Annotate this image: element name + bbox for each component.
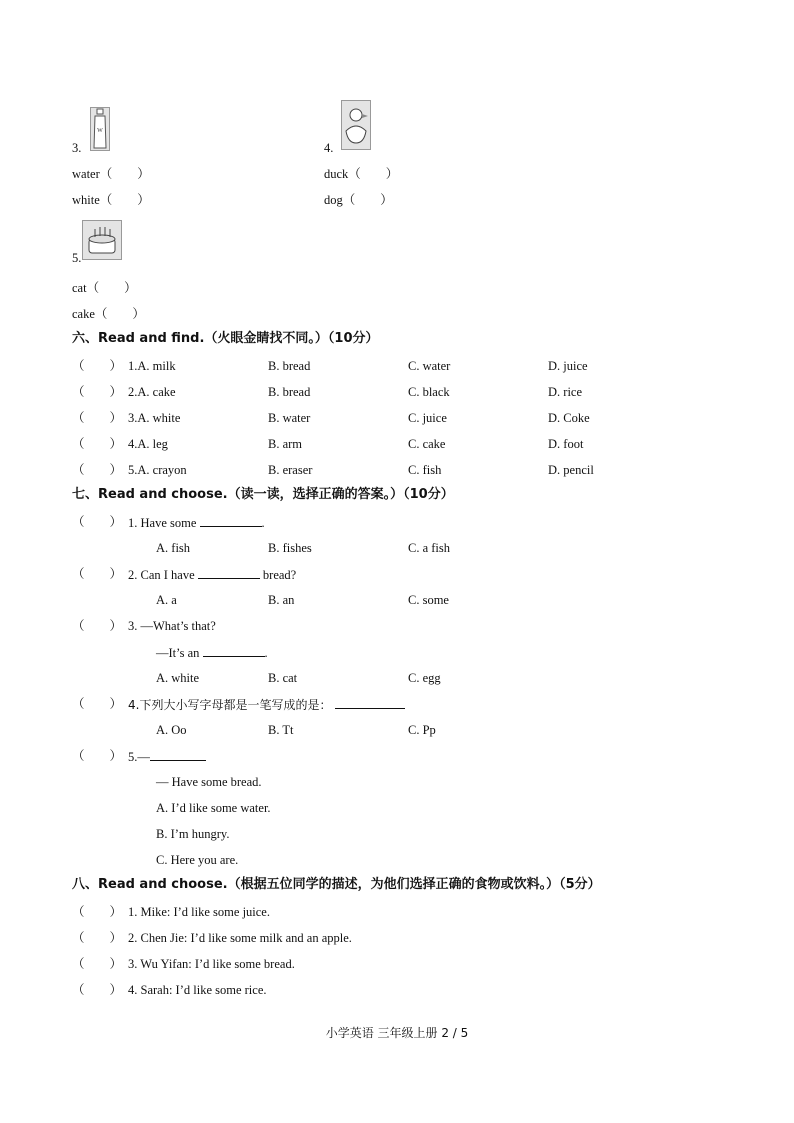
option-a: A. white: [156, 671, 200, 685]
question-text: 1.A. milk: [128, 359, 176, 373]
option-c: C. Here you are.: [156, 853, 239, 867]
section-7-title: 七、Read and choose.（读一读，选择正确的答案。）（10分）: [72, 487, 454, 502]
option-b: B. water: [268, 411, 311, 425]
answer-blank[interactable]: [203, 644, 265, 657]
answer-paren: （ ）: [72, 385, 123, 399]
answer-blank[interactable]: [198, 566, 260, 579]
cake-picture: [82, 220, 122, 260]
answer-paren: （ ）: [72, 359, 123, 373]
question-text: 5.A. crayon: [128, 463, 187, 477]
question-text: 2. Can I have: [128, 568, 195, 582]
option-b: B. bread: [268, 359, 311, 373]
option-cake: cake（ ）: [72, 307, 145, 321]
option-b: B. eraser: [268, 463, 313, 477]
answer-paren: （ ）: [72, 697, 123, 711]
answer-paren: （ ）: [72, 619, 123, 633]
option-white: white（ ）: [72, 193, 150, 207]
question-3-reply: [156, 644, 268, 661]
option-c: C. fish: [408, 463, 442, 477]
question-1: [128, 514, 265, 531]
option-d: D. rice: [548, 385, 583, 399]
svg-text:W: W: [97, 128, 103, 134]
answer-blank[interactable]: [200, 514, 262, 527]
answer-blank[interactable]: [150, 748, 206, 761]
duck-picture: [341, 100, 371, 150]
answer-paren: （ ）: [72, 567, 123, 581]
question-end: .: [261, 516, 265, 530]
option-b: B. Tt: [268, 723, 294, 737]
answer-blank[interactable]: [335, 696, 405, 709]
question-text: — Have some bread.: [156, 775, 262, 789]
answer-paren: （ ）: [72, 983, 123, 997]
question-text: 2.A. cake: [128, 385, 176, 399]
option-c: C. some: [408, 593, 449, 607]
question-text: 4.下列大小写字母都是一笔写成的是：: [128, 698, 332, 712]
question-text: 4.A. leg: [128, 437, 168, 451]
statement: 4. Sarah: I’d like some rice.: [128, 983, 267, 997]
question-5: [128, 748, 206, 765]
question-4: [128, 696, 405, 713]
answer-paren: （ ）: [72, 463, 123, 477]
option-b: B. arm: [268, 437, 303, 451]
option-b: B. cat: [268, 671, 298, 685]
question-end: .: [264, 646, 268, 660]
section-8-title: 八、Read and choose.（根据五位同学的描述，为他们选择正确的食物或饮料。）（5分）: [72, 877, 601, 892]
answer-paren: （ ）: [72, 515, 123, 529]
option-d: D. juice: [548, 359, 588, 373]
option-c: C. Pp: [408, 723, 436, 737]
answer-paren: （ ）: [72, 749, 123, 763]
option-c: C. egg: [408, 671, 441, 685]
statement: 1. Mike: I’d like some juice.: [128, 905, 270, 919]
option-a: A. I’d like some water.: [156, 801, 271, 815]
water-bottle-picture: [90, 107, 110, 151]
statement: 2. Chen Jie: I’d like some milk and an apple.: [128, 931, 352, 945]
option-c: C. juice: [408, 411, 447, 425]
answer-paren: （ ）: [72, 411, 123, 425]
option-duck: duck（ ）: [324, 167, 399, 181]
option-c: C. black: [408, 385, 450, 399]
option-d: D. foot: [548, 437, 584, 451]
option-a: A. a: [156, 593, 177, 607]
option-dog: dog（ ）: [324, 193, 393, 207]
option-c: C. cake: [408, 437, 446, 451]
question-text: 5.—: [128, 750, 150, 764]
question-end: bread?: [262, 568, 297, 582]
answer-paren: （ ）: [72, 957, 123, 971]
reply-text: —It’s an: [156, 646, 200, 660]
answer-paren: （ ）: [72, 437, 123, 451]
answer-paren: （ ）: [72, 931, 123, 945]
picture-number: 4.: [324, 141, 334, 155]
option-a: A. Oo: [156, 723, 187, 737]
option-d: D. Coke: [548, 411, 590, 425]
option-b: B. an: [268, 593, 295, 607]
section-6-title: 六、Read and find.（火眼金睛找不同。）（10分）: [72, 331, 379, 346]
option-b: B. bread: [268, 385, 311, 399]
question-text: 3. —What’s that?: [128, 619, 216, 633]
option-b: B. I’m hungry.: [156, 827, 230, 841]
picture-number: 3.: [72, 141, 82, 155]
option-b: B. fishes: [268, 541, 312, 555]
option-cat: cat（ ）: [72, 281, 137, 295]
option-d: D. pencil: [548, 463, 594, 477]
answer-paren: （ ）: [72, 905, 123, 919]
option-water: water（ ）: [72, 167, 150, 181]
page-footer: 小学英语 三年级上册 2 / 5: [325, 1026, 469, 1040]
statement: 3. Wu Yifan: I’d like some bread.: [128, 957, 295, 971]
question-text: 3.A. white: [128, 411, 181, 425]
question-text: 1. Have some: [128, 516, 197, 530]
question-2: [128, 566, 296, 583]
option-a: A. fish: [156, 541, 191, 555]
picture-number: 5.: [72, 251, 82, 265]
option-c: C. water: [408, 359, 451, 373]
option-c: C. a fish: [408, 541, 451, 555]
